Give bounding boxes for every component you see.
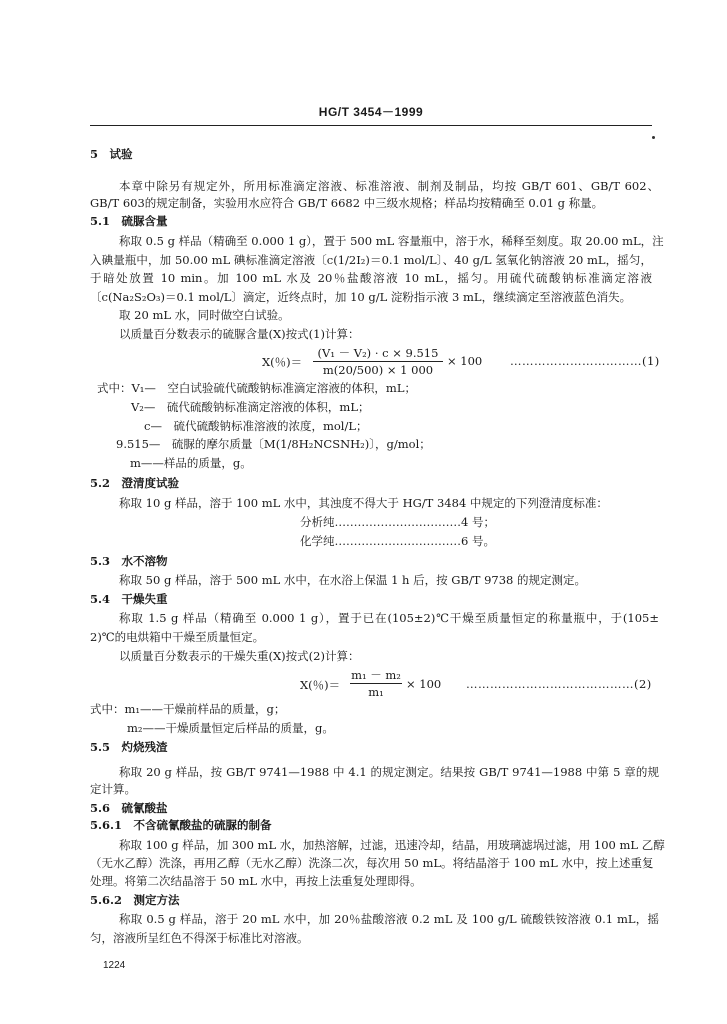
header-rule — [90, 125, 652, 126]
paragraph-line: 于暗处放置 10 min。加 100 mL 水及 20％盐酸溶液 10 mL，摇匀。用硫代硫酸钠标准滴定溶液 — [90, 271, 652, 285]
section-5-1-heading: 5.1 硫脲含量 — [90, 214, 168, 228]
formula-1-number: ……………………………(1) — [510, 354, 660, 368]
formula-1-rhs: × 100 — [447, 354, 483, 368]
formula-1-numerator: (V₁ － V₂) · c × 9.515 — [317, 346, 439, 360]
section-5-3-heading: 5.3 水不溶物 — [90, 554, 168, 568]
page-number: 1224 — [103, 960, 126, 971]
where-line: 9.515— 硫脲的摩尔质量〔M(1/8H₂NCSNH₂)〕，g/mol； — [116, 437, 431, 451]
paragraph-line: 称取 1.5 g 样品（精确至 0.000 1 g），置于已在(105±2)℃干燥至质量恒定的称量瓶中，于(105± — [119, 611, 659, 625]
paragraph-line: 入碘量瓶中，加 50.00 mL 碘标准滴定溶液〔c(1/2I₂)＝0.1 mol/L〕、40 g/L 氢氧化钠溶液 20 mL，摇匀， — [90, 253, 652, 267]
section-5-heading: 5 试验 — [90, 147, 133, 161]
section-5-5-heading: 5.5 灼烧残渣 — [90, 740, 168, 754]
where-line: 式中：V₁— 空白试验硫代硫酸钠标准滴定溶液的体积，mL； — [97, 381, 416, 395]
paragraph-line: 以质量百分数表示的硫脲含量(X)按式(1)计算： — [119, 327, 360, 341]
formula-1-lhs: X(％)＝ — [262, 355, 303, 369]
paragraph-line: 取 20 mL 水，同时做空白试验。 — [119, 308, 290, 322]
where-line: 式中：m₁——干燥前样品的质量，g； — [90, 702, 286, 716]
paragraph-line: 称取 0.5 g 样品，溶于 20 mL 水中，加 20％盐酸溶液 0.2 mL 及 100 g/L 硫酸铁铵溶液 0.1 mL，摇 — [119, 912, 659, 926]
formula-2-numerator: m₁ － m₂ — [351, 668, 401, 682]
formula-1-denominator: m(20/500) × 1 000 — [322, 363, 434, 377]
paragraph-line: 处理。将第二次结晶溶于 50 mL 水中，再按上法重复处理即得。 — [90, 874, 422, 888]
where-line: m₂——干燥质量恒定后样品的质量，g。 — [127, 721, 334, 735]
paragraph-line: 定计算。 — [90, 782, 136, 796]
paragraph-line: 本章中除另有规定外，所用标准滴定溶液、标准溶液、制剂及制品，均按 GB/T 601、GB/T 602、 — [119, 179, 659, 193]
paragraph-line: GB/T 603的规定制备，实验用水应符合 GB/T 6682 中三级水规格；样品均按精确至 0.01 g 称量。 — [90, 196, 604, 210]
formula-2-number: ……………………………………(2) — [466, 677, 652, 691]
grade-line: 分析纯……………………………4 号； — [300, 515, 495, 529]
section-5-6-2-heading: 5.6.2 测定方法 — [90, 893, 180, 907]
paragraph-line: 称取 20 g 样品，按 GB/T 9741—1988 中 4.1 的规定测定。结果按 GB/T 9741—1988 中第 5 章的规 — [119, 765, 659, 779]
paragraph-line: （无水乙醇）洗涤，再用乙醇（无水乙醇）洗涤二次，每次用 50 mL。将结晶溶于 100 mL 水中，按上述重复 — [90, 856, 654, 870]
formula-2-denominator: m₁ — [368, 685, 384, 699]
paragraph-line: 以质量百分数表示的干燥失重(X)按式(2)计算： — [119, 649, 360, 663]
where-line: V₂— 硫代硫酸钠标准滴定溶液的体积，mL； — [131, 400, 370, 414]
paragraph-line: 称取 0.5 g 样品（精确至 0.000 1 g），置于 500 mL 容量瓶中，溶于水，稀释至刻度。取 20.00 mL，注 — [119, 234, 664, 248]
section-5-6-heading: 5.6 硫氰酸盐 — [90, 801, 168, 815]
document-header: HG/T 3454－1999 — [318, 105, 424, 119]
paragraph-line: 称取 50 g 样品，溶于 500 mL 水中，在水浴上保温 1 h 后，按 GB/T 9738 的规定测定。 — [119, 573, 587, 587]
paragraph-line: 〔c(Na₂S₂O₃)＝0.1 mol/L〕滴定，近终点时，加 10 g/L 淀粉指示液 3 mL，继续滴定至溶液蓝色消失。 — [90, 290, 632, 304]
formula-2-rhs: × 100 — [406, 677, 442, 691]
grade-line: 化学纯……………………………6 号。 — [300, 534, 495, 548]
where-line: m——样品的质量，g。 — [130, 456, 252, 470]
paragraph-line: 称取 100 g 样品，加 300 mL 水，加热溶解，过滤，迅速冷却，结晶，用玻璃滤埚过滤，用 100 mL 乙醇 — [119, 838, 665, 852]
formula-2-lhs: X(％)＝ — [300, 678, 341, 692]
where-line: c— 硫代硫酸钠标准溶液的浓度，mol/L； — [144, 419, 368, 433]
paragraph-line: 匀，溶液所呈红色不得深于标准比对溶液。 — [90, 931, 309, 945]
paragraph-line: 2)℃的电烘箱中干燥至质量恒定。 — [90, 630, 265, 644]
section-5-6-1-heading: 5.6.1 不含硫氰酸盐的硫脲的制备 — [90, 818, 272, 832]
section-5-4-heading: 5.4 干燥失重 — [90, 592, 168, 606]
paragraph-line: 称取 10 g 样品，溶于 100 mL 水中，其浊度不得大于 HG/T 3484 中规定的下列澄清度标准： — [119, 496, 608, 510]
formula-1-fraction-bar — [313, 361, 443, 362]
section-5-2-heading: 5.2 澄清度试验 — [90, 476, 180, 490]
formula-2-fraction-bar — [350, 683, 402, 684]
scan-speck — [652, 136, 655, 139]
